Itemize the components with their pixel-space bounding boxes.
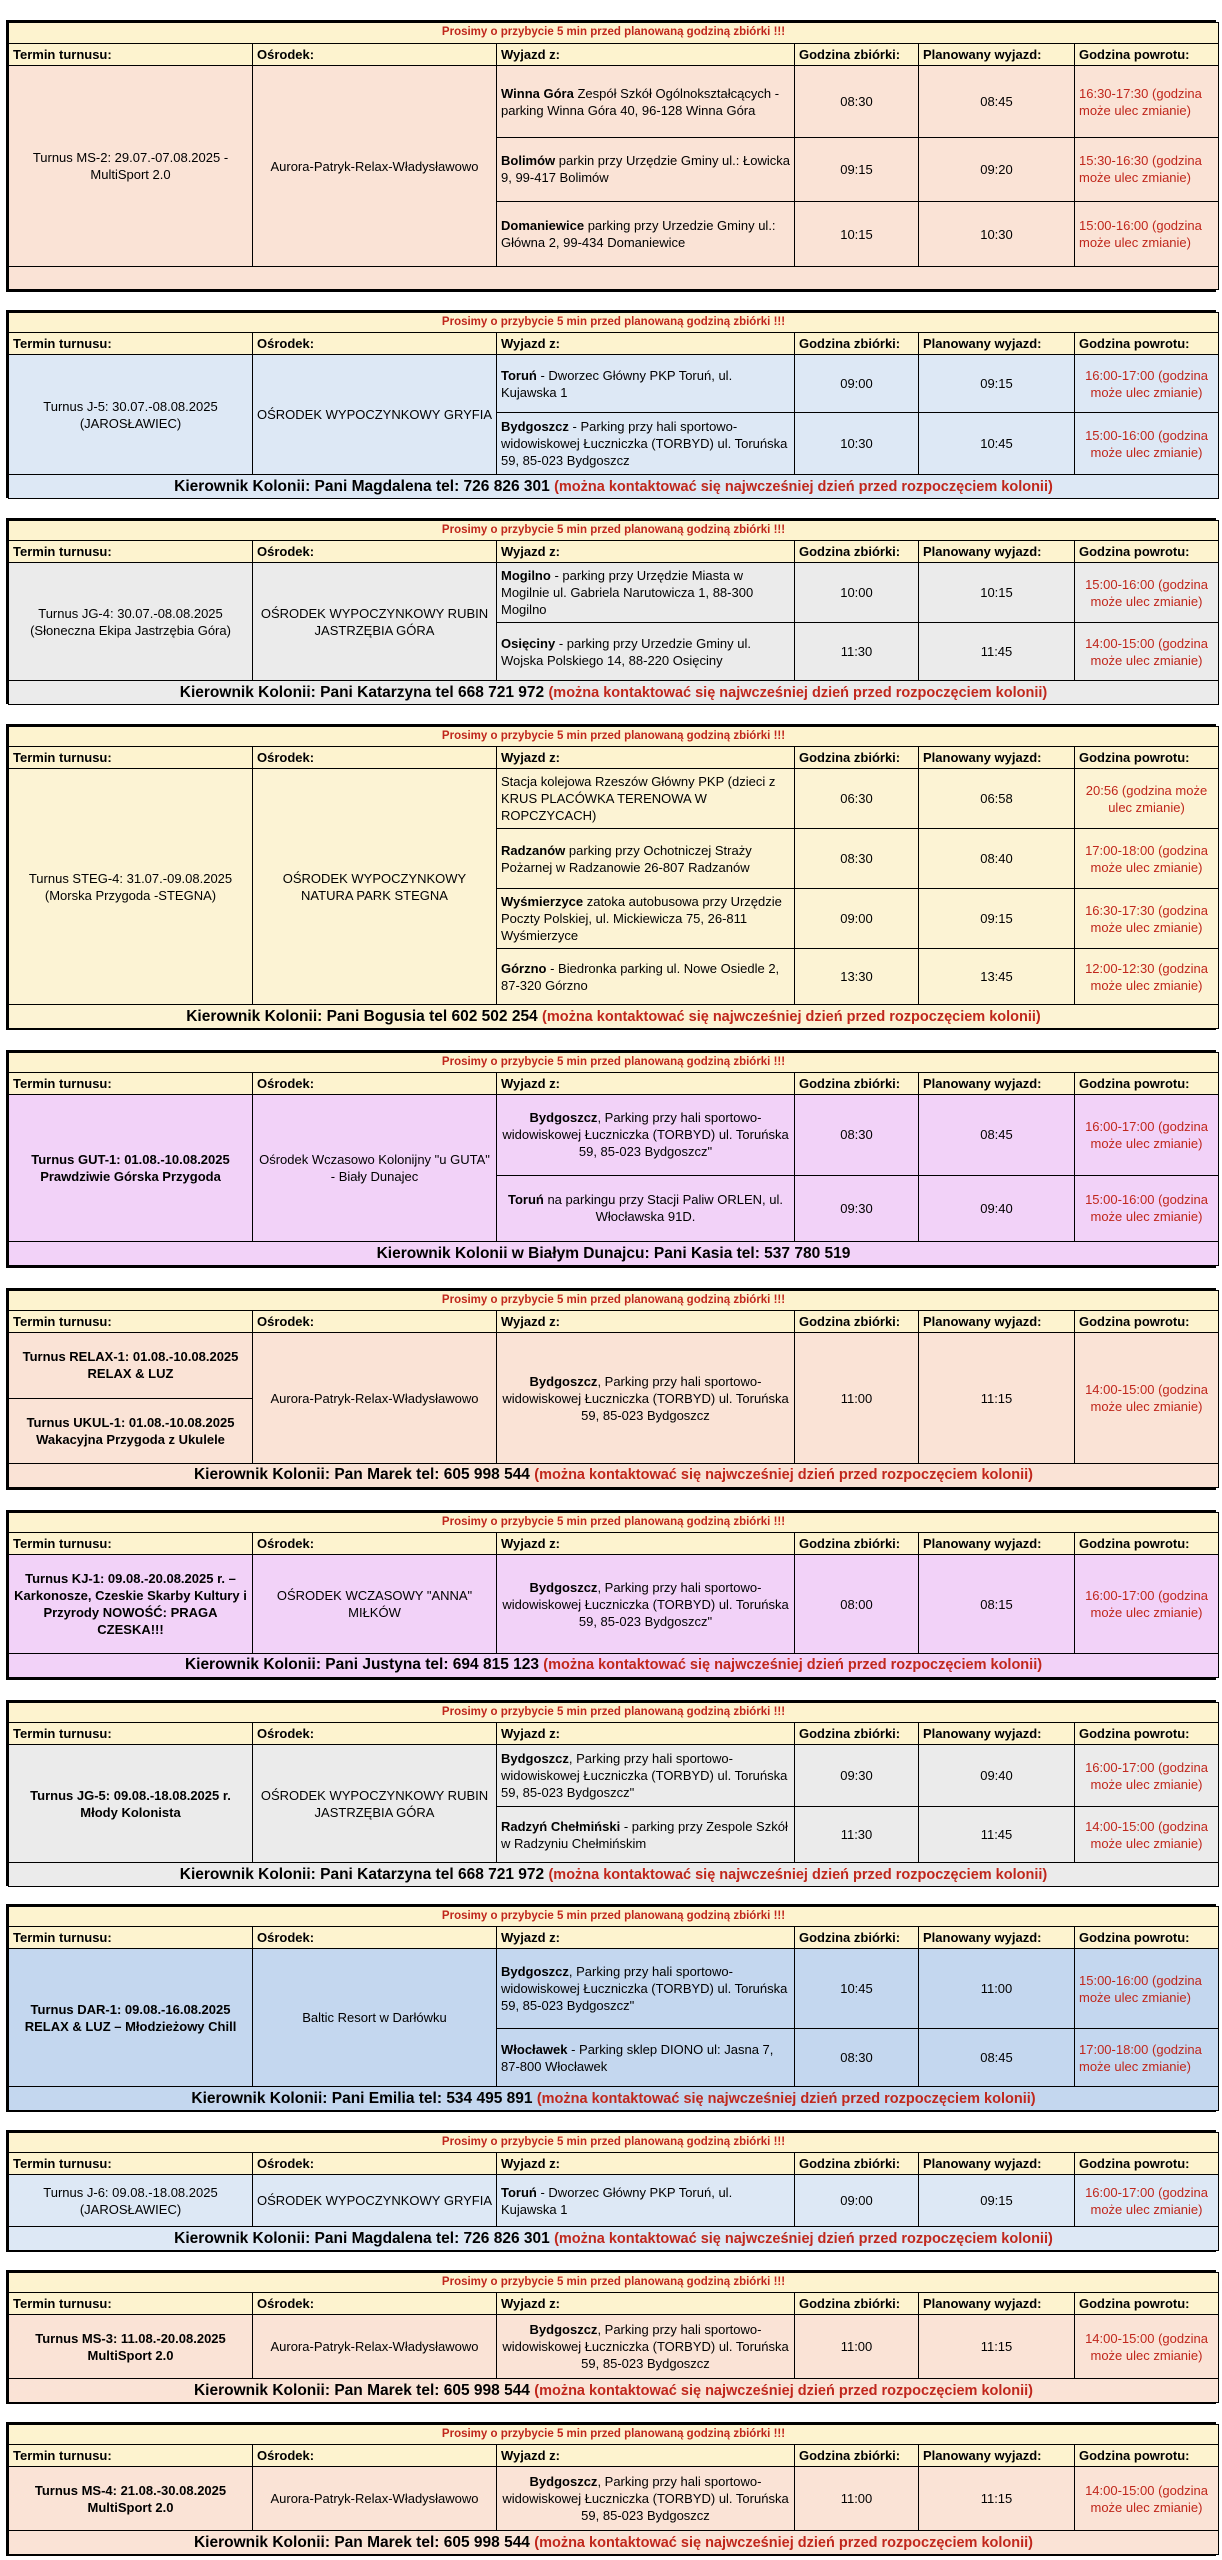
osrodek-cell: OŚRODEK WCZASOWY "ANNA" MIŁKÓW xyxy=(253,1555,497,1654)
header-wyjazd: Wyjazd z: xyxy=(497,1927,795,1949)
schedule-table-steg4 xyxy=(6,724,1216,1030)
notice: Prosimy o przybycie 5 min przed planowaną godziną zbiórki !!! xyxy=(9,1513,1219,1533)
footer-manager: Kierownik Kolonii: Pan Marek tel: 605 998 544 (można kontaktować się najwcześniej dzień przed rozpoczęciem kolonii) xyxy=(9,2379,1219,2403)
gather-time: 10:45 xyxy=(795,1949,919,2029)
departure-place: Bolimów parkin przy Urzędzie Gminy ul.: Łowicka 9, 99-417 Bolimów xyxy=(497,137,795,201)
header-termin: Termin turnusu: xyxy=(9,747,253,769)
header-zbiorka: Godzina zbiórki: xyxy=(795,2153,919,2175)
header-osrodek: Ośrodek: xyxy=(253,1311,497,1333)
header-zbiorka: Godzina zbiórki: xyxy=(795,1927,919,1949)
return-time: 17:00-18:00 (godzina może ulec zmianie) xyxy=(1075,2029,1219,2087)
header-osrodek: Ośrodek: xyxy=(253,2153,497,2175)
header-zbiorka: Godzina zbiórki: xyxy=(795,43,919,66)
departure-time: 09:15 xyxy=(919,355,1075,413)
departure-time: 11:00 xyxy=(919,1949,1075,2029)
footer-manager: Kierownik Kolonii: Pani Katarzyna tel 668 721 972 (można kontaktować się najwcześniej dzień przed rozpoczęciem kolonii) xyxy=(9,1863,1219,1887)
departure-place: Toruń - Dworzec Główny PKP Toruń, ul. Kujawska 1 xyxy=(497,355,795,413)
notice: Prosimy o przybycie 5 min przed planowaną godziną zbiórki !!! xyxy=(9,2273,1219,2293)
header-termin: Termin turnusu: xyxy=(9,1311,253,1333)
osrodek-cell: OŚRODEK WYPOCZYNKOWY RUBIN JASTRZĘBIA GÓRA xyxy=(253,563,497,681)
header-powrot: Godzina powrotu: xyxy=(1075,2153,1219,2175)
header-termin: Termin turnusu: xyxy=(9,2153,253,2175)
footer-manager: Kierownik Kolonii: Pan Marek tel: 605 998 544 (można kontaktować się najwcześniej dzień przed rozpoczęciem kolonii) xyxy=(9,2531,1219,2555)
departure-time: 09:20 xyxy=(919,137,1075,201)
schedule-table-j6 xyxy=(6,2130,1216,2252)
header-powrot: Godzina powrotu: xyxy=(1075,2445,1219,2467)
departure-time: 11:15 xyxy=(919,2467,1075,2531)
header-planowany: Planowany wyjazd: xyxy=(919,2445,1075,2467)
return-time: 15:00-16:00 (godzina może ulec zmianie) xyxy=(1075,1949,1219,2029)
header-termin: Termin turnusu: xyxy=(9,2445,253,2467)
departure-place: Bydgoszcz, Parking przy hali sportowo-widowiskowej Łuczniczka (TORBYD) ul. Toruńska 59, 85-023 Bydgoszcz" xyxy=(497,1949,795,2029)
departure-time: 13:45 xyxy=(919,949,1075,1005)
return-time: 20:56 (godzina może ulec zmianie) xyxy=(1075,769,1219,829)
header-zbiorka: Godzina zbiórki: xyxy=(795,2293,919,2315)
header-osrodek: Ośrodek: xyxy=(253,1073,497,1095)
gather-time: 11:30 xyxy=(795,623,919,681)
footer-manager: Kierownik Kolonii: Pani Katarzyna tel 668 721 972 (można kontaktować się najwcześniej dzień przed rozpoczęciem kolonii) xyxy=(9,681,1219,705)
departure-place: Radzyń Chełmiński - parking przy Zespole Szkół w Radzyniu Chełmińskim xyxy=(497,1807,795,1863)
gather-time: 09:30 xyxy=(795,1175,919,1241)
departure-place: Osięciny - parking przy Urzedzie Gminy ul. Wojska Polskiego 14, 88-220 Osięciny xyxy=(497,623,795,681)
header-planowany: Planowany wyjazd: xyxy=(919,1723,1075,1745)
schedule-table-dar1 xyxy=(6,1904,1216,2112)
header-planowany: Planowany wyjazd: xyxy=(919,43,1075,66)
departure-time: 11:45 xyxy=(919,623,1075,681)
gather-time: 11:00 xyxy=(795,2467,919,2531)
header-osrodek: Ośrodek: xyxy=(253,1533,497,1555)
departure-place: Bydgoszcz, Parking przy hali sportowo-widowiskowej Łuczniczka (TORBYD) ul. Toruńska 59, 85-023 Bydgoszcz" xyxy=(497,1555,795,1654)
return-time: 14:00-15:00 (godzina może ulec zmianie) xyxy=(1075,2467,1219,2531)
schedule-table-gut1 xyxy=(6,1050,1216,1268)
return-time: 14:00-15:00 (godzina może ulec zmianie) xyxy=(1075,2315,1219,2379)
header-osrodek: Ośrodek: xyxy=(253,2445,497,2467)
notice: Prosimy o przybycie 5 min przed planowaną godziną zbiórki !!! xyxy=(9,2425,1219,2445)
header-wyjazd: Wyjazd z: xyxy=(497,2153,795,2175)
departure-place: Bydgoszcz, Parking przy hali sportowo-widowiskowej Łuczniczka (TORBYD) ul. Toruńska 59, 85-023 Bydgoszcz xyxy=(497,2467,795,2531)
header-termin: Termin turnusu: xyxy=(9,1073,253,1095)
turnus-cell: Turnus JG-4: 30.07.-08.08.2025 (Słoneczna Ekipa Jastrzębia Góra) xyxy=(9,563,253,681)
header-powrot: Godzina powrotu: xyxy=(1075,333,1219,355)
return-time: 16:30-17:30 (godzina może ulec zmianie) xyxy=(1075,889,1219,949)
gather-time: 11:00 xyxy=(795,2315,919,2379)
gather-time: 11:30 xyxy=(795,1807,919,1863)
departure-place: Wyśmierzyce zatoka autobusowa przy Urzędzie Poczty Polskiej, ul. Mickiewicza 75, 26-811 Wyśmierzyce xyxy=(497,889,795,949)
departure-time: 11:45 xyxy=(919,1807,1075,1863)
header-termin: Termin turnusu: xyxy=(9,1533,253,1555)
header-wyjazd: Wyjazd z: xyxy=(497,1533,795,1555)
notice: Prosimy o przybycie 5 min przed planowaną godziną zbiórki !!! xyxy=(9,521,1219,541)
osrodek-cell: Aurora-Patryk-Relax-Władysławowo xyxy=(253,1333,497,1464)
gather-time: 11:00 xyxy=(795,1333,919,1464)
turnus-cell-split xyxy=(9,1333,253,1464)
departure-place: Radzanów parking przy Ochotniczej Straży Pożarnej w Radzanowie 26-807 Radzanów xyxy=(497,829,795,889)
turnus-cell: Turnus KJ-1: 09.08.-20.08.2025 r. – Karkonosze, Czeskie Skarby Kultury i Przyrody NOWOŚĆ: PRAGA CZESKA!!! xyxy=(9,1555,253,1654)
header-planowany: Planowany wyjazd: xyxy=(919,1311,1075,1333)
return-time: 15:00-16:00 (godzina może ulec zmianie) xyxy=(1075,563,1219,623)
return-time: 16:00-17:00 (godzina może ulec zmianie) xyxy=(1075,1745,1219,1807)
header-powrot: Godzina powrotu: xyxy=(1075,1723,1219,1745)
return-time: 16:00-17:00 (godzina może ulec zmianie) xyxy=(1075,1555,1219,1654)
gather-time: 09:15 xyxy=(795,137,919,201)
gather-time: 08:30 xyxy=(795,2029,919,2087)
header-zbiorka: Godzina zbiórki: xyxy=(795,2445,919,2467)
header-termin: Termin turnusu: xyxy=(9,333,253,355)
header-powrot: Godzina powrotu: xyxy=(1075,1073,1219,1095)
notice: Prosimy o przybycie 5 min przed planowaną godziną zbiórki !!! xyxy=(9,2133,1219,2153)
osrodek-cell: Ośrodek Wczasowo Kolonijny "u GUTA" - Biały Dunajec xyxy=(253,1095,497,1242)
header-osrodek: Ośrodek: xyxy=(253,2293,497,2315)
header-powrot: Godzina powrotu: xyxy=(1075,1927,1219,1949)
osrodek-cell: OŚRODEK WYPOCZYNKOWY GRYFIA xyxy=(253,355,497,475)
notice: Prosimy o przybycie 5 min przed planowaną godziną zbiórki !!! xyxy=(9,1053,1219,1073)
departure-time: 06:58 xyxy=(919,769,1075,829)
osrodek-cell: Aurora-Patryk-Relax-Władysławowo xyxy=(253,2467,497,2531)
departure-place: Toruń - Dworzec Główny PKP Toruń, ul. Kujawska 1 xyxy=(497,2175,795,2227)
footer-manager: Kierownik Kolonii: Pani Magdalena tel: 726 826 301 (można kontaktować się najwcześniej dzień przed rozpoczęciem kolonii) xyxy=(9,475,1219,499)
osrodek-cell: OŚRODEK WYPOCZYNKOWY NATURA PARK STEGNA xyxy=(253,769,497,1005)
departure-time: 09:40 xyxy=(919,1175,1075,1241)
schedule-table-kj1 xyxy=(6,1510,1216,1680)
gather-time: 09:30 xyxy=(795,1745,919,1807)
gather-time: 10:00 xyxy=(795,563,919,623)
departure-time: 09:40 xyxy=(919,1745,1075,1807)
departure-time: 08:45 xyxy=(919,66,1075,138)
osrodek-cell: OŚRODEK WYPOCZYNKOWY GRYFIA xyxy=(253,2175,497,2227)
departure-time: 10:45 xyxy=(919,413,1075,475)
header-osrodek: Ośrodek: xyxy=(253,333,497,355)
header-wyjazd: Wyjazd z: xyxy=(497,747,795,769)
turnus-cell: Turnus STEG-4: 31.07.-09.08.2025 (Morska Przygoda -STEGNA) xyxy=(9,769,253,1005)
departure-time: 08:15 xyxy=(919,1555,1075,1654)
header-powrot: Godzina powrotu: xyxy=(1075,1533,1219,1555)
departure-place: Włocławek - Parking sklep DIONO ul: Jasna 7, 87-800 Włocławek xyxy=(497,2029,795,2087)
header-planowany: Planowany wyjazd: xyxy=(919,1533,1075,1555)
schedule-table-ms2 xyxy=(6,20,1216,292)
return-time: 15:00-16:00 (godzina może ulec zmianie) xyxy=(1075,413,1219,475)
turnus-cell: Turnus JG-5: 09.08.-18.08.2025 r. Młody Kolonista xyxy=(9,1745,253,1863)
turnus-cell: Turnus MS-4: 21.08.-30.08.2025 MultiSport 2.0 xyxy=(9,2467,253,2531)
header-osrodek: Ośrodek: xyxy=(253,1927,497,1949)
departure-place: Bydgoszcz, Parking przy hali sportowo-widowiskowej Łuczniczka (TORBYD) ul. Toruńska 59, 85-023 Bydgoszcz xyxy=(497,1333,795,1464)
return-time: 12:00-12:30 (godzina może ulec zmianie) xyxy=(1075,949,1219,1005)
return-time: 14:00-15:00 (godzina może ulec zmianie) xyxy=(1075,1807,1219,1863)
turnus-cell: Turnus GUT-1: 01.08.-10.08.2025 Prawdziwie Górska Przygoda xyxy=(9,1095,253,1242)
header-powrot: Godzina powrotu: xyxy=(1075,1311,1219,1333)
header-planowany: Planowany wyjazd: xyxy=(919,1073,1075,1095)
turnus-cell: Turnus J-6: 09.08.-18.08.2025 (JAROSŁAWIEC) xyxy=(9,2175,253,2227)
departure-time: 08:45 xyxy=(919,2029,1075,2087)
osrodek-cell: OŚRODEK WYPOCZYNKOWY RUBIN JASTRZĘBIA GÓRA xyxy=(253,1745,497,1863)
return-time: 16:00-17:00 (godzina może ulec zmianie) xyxy=(1075,2175,1219,2227)
header-wyjazd: Wyjazd z: xyxy=(497,1073,795,1095)
return-time: 17:00-18:00 (godzina może ulec zmianie) xyxy=(1075,829,1219,889)
osrodek-cell: Aurora-Patryk-Relax-Władysławowo xyxy=(253,66,497,267)
header-planowany: Planowany wyjazd: xyxy=(919,541,1075,563)
header-zbiorka: Godzina zbiórki: xyxy=(795,1311,919,1333)
notice: Prosimy o przybycie 5 min przed planowaną godziną zbiórki !!! xyxy=(9,313,1219,333)
departure-time: 09:15 xyxy=(919,2175,1075,2227)
header-zbiorka: Godzina zbiórki: xyxy=(795,747,919,769)
header-wyjazd: Wyjazd z: xyxy=(497,333,795,355)
departure-place: Mogilno - parking przy Urzędzie Miasta w Mogilnie ul. Gabriela Narutowicza 1, 88-300 Mogilno xyxy=(497,563,795,623)
departure-place: Górzno - Biedronka parking ul. Nowe Osiedle 2, 87-320 Górzno xyxy=(497,949,795,1005)
return-time: 14:00-15:00 (godzina może ulec zmianie) xyxy=(1075,1333,1219,1464)
header-osrodek: Ośrodek: xyxy=(253,43,497,66)
header-zbiorka: Godzina zbiórki: xyxy=(795,541,919,563)
footer-manager: Kierownik Kolonii: Pan Marek tel: 605 998 544 (można kontaktować się najwcześniej dzień przed rozpoczęciem kolonii) xyxy=(9,1463,1219,1487)
header-wyjazd: Wyjazd z: xyxy=(497,1311,795,1333)
header-termin: Termin turnusu: xyxy=(9,541,253,563)
turnus-cell: Turnus DAR-1: 09.08.-16.08.2025 RELAX & LUZ – Młodzieżowy Chill xyxy=(9,1949,253,2087)
departure-time: 09:15 xyxy=(919,889,1075,949)
header-planowany: Planowany wyjazd: xyxy=(919,2153,1075,2175)
return-time: 16:30-17:30 (godzina może ulec zmianie) xyxy=(1075,66,1219,138)
departure-time: 08:45 xyxy=(919,1095,1075,1175)
notice: Prosimy o przybycie 5 min przed planowaną godziną zbiórki !!! xyxy=(9,23,1219,44)
header-wyjazd: Wyjazd z: xyxy=(497,541,795,563)
turnus-cell: Turnus J-5: 30.07.-08.08.2025 (JAROSŁAWIEC) xyxy=(9,355,253,475)
departure-place: Toruń na parkingu przy Stacji Paliw ORLEN, ul. Włocławska 91D. xyxy=(497,1175,795,1241)
departure-time: 10:15 xyxy=(919,563,1075,623)
header-termin: Termin turnusu: xyxy=(9,43,253,66)
osrodek-cell: Baltic Resort w Darłówku xyxy=(253,1949,497,2087)
header-zbiorka: Godzina zbiórki: xyxy=(795,333,919,355)
gather-time: 08:30 xyxy=(795,66,919,138)
footer-manager: Kierownik Kolonii w Białym Dunajcu: Pani Kasia tel: 537 780 519 xyxy=(9,1241,1219,1265)
empty-row xyxy=(9,267,1219,290)
schedule-table-relax1 xyxy=(6,1288,1216,1490)
departure-place: Winna Góra Zespół Szkół Ogólnokształcących - parking Winna Góra 40, 96-128 Winna Góra xyxy=(497,66,795,138)
departure-place: Bydgoszcz, Parking przy hali sportowo-widowiskowej Łuczniczka (TORBYD) ul. Toruńska 59, 85-023 Bydgoszcz xyxy=(497,2315,795,2379)
turnus-ukul: Turnus UKUL-1: 01.08.-10.08.2025 Wakacyjna Przygoda z Ukulele xyxy=(9,1398,252,1463)
header-wyjazd: Wyjazd z: xyxy=(497,43,795,66)
turnus-cell: Turnus MS-2: 29.07.-07.08.2025 - MultiSport 2.0 xyxy=(9,66,253,267)
header-osrodek: Ośrodek: xyxy=(253,747,497,769)
footer-manager: Kierownik Kolonii: Pani Magdalena tel: 726 826 301 (można kontaktować się najwcześniej dzień przed rozpoczęciem kolonii) xyxy=(9,2227,1219,2251)
return-time: 15:00-16:00 (godzina może ulec zmianie) xyxy=(1075,201,1219,267)
header-wyjazd: Wyjazd z: xyxy=(497,1723,795,1745)
osrodek-cell: Aurora-Patryk-Relax-Władysławowo xyxy=(253,2315,497,2379)
footer-manager: Kierownik Kolonii: Pani Bogusia tel 602 502 254 (można kontaktować się najwcześniej dzień przed rozpoczęciem kolonii) xyxy=(9,1005,1219,1029)
return-time: 14:00-15:00 (godzina może ulec zmianie) xyxy=(1075,623,1219,681)
header-osrodek: Ośrodek: xyxy=(253,1723,497,1745)
gather-time: 08:00 xyxy=(795,1555,919,1654)
header-powrot: Godzina powrotu: xyxy=(1075,43,1219,66)
footer-manager: Kierownik Kolonii: Pani Justyna tel: 694 815 123 (można kontaktować się najwcześniej dzień przed rozpoczęciem kolonii) xyxy=(9,1653,1219,1677)
gather-time: 09:00 xyxy=(795,355,919,413)
notice: Prosimy o przybycie 5 min przed planowaną godziną zbiórki !!! xyxy=(9,1907,1219,1927)
departure-time: 08:40 xyxy=(919,829,1075,889)
header-powrot: Godzina powrotu: xyxy=(1075,747,1219,769)
return-time: 15:00-16:00 (godzina może ulec zmianie) xyxy=(1075,1175,1219,1241)
footer-manager: Kierownik Kolonii: Pani Emilia tel: 534 495 891 (można kontaktować się najwcześniej dzień przed rozpoczęciem kolonii) xyxy=(9,2087,1219,2111)
return-time: 16:00-17:00 (godzina może ulec zmianie) xyxy=(1075,355,1219,413)
gather-time: 13:30 xyxy=(795,949,919,1005)
schedule-table-ms4 xyxy=(6,2422,1216,2556)
header-wyjazd: Wyjazd z: xyxy=(497,2445,795,2467)
departure-time: 11:15 xyxy=(919,2315,1075,2379)
header-termin: Termin turnusu: xyxy=(9,1723,253,1745)
schedule-table-jg5 xyxy=(6,1700,1216,1886)
turnus-cell: Turnus MS-3: 11.08.-20.08.2025 MultiSport 2.0 xyxy=(9,2315,253,2379)
return-time: 16:00-17:00 (godzina może ulec zmianie) xyxy=(1075,1095,1219,1175)
departure-place: Bydgoszcz - Parking przy hali sportowo-widowiskowej Łuczniczka (TORBYD) ul. Toruńska 59, 85-023 Bydgoszcz xyxy=(497,413,795,475)
departure-place: Stacja kolejowa Rzeszów Główny PKP (dzieci z KRUS PLACÓWKA TERENOWA W ROPCZYCACH) xyxy=(497,769,795,829)
gather-time: 10:15 xyxy=(795,201,919,267)
header-powrot: Godzina powrotu: xyxy=(1075,541,1219,563)
header-planowany: Planowany wyjazd: xyxy=(919,747,1075,769)
gather-time: 10:30 xyxy=(795,413,919,475)
header-zbiorka: Godzina zbiórki: xyxy=(795,1723,919,1745)
gather-time: 09:00 xyxy=(795,889,919,949)
departure-place: Bydgoszcz, Parking przy hali sportowo-widowiskowej Łuczniczka (TORBYD) ul. Toruńska 59, 85-023 Bydgoszcz" xyxy=(497,1745,795,1807)
header-zbiorka: Godzina zbiórki: xyxy=(795,1533,919,1555)
notice: Prosimy o przybycie 5 min przed planowaną godziną zbiórki !!! xyxy=(9,1291,1219,1311)
header-planowany: Planowany wyjazd: xyxy=(919,333,1075,355)
schedule-table-j5 xyxy=(6,310,1216,498)
header-termin: Termin turnusu: xyxy=(9,2293,253,2315)
departure-place: Bydgoszcz, Parking przy hali sportowo-widowiskowej Łuczniczka (TORBYD) ul. Toruńska 59, 85-023 Bydgoszcz" xyxy=(497,1095,795,1175)
header-powrot: Godzina powrotu: xyxy=(1075,2293,1219,2315)
schedule-table-jg4 xyxy=(6,518,1216,704)
departure-time: 10:30 xyxy=(919,201,1075,267)
schedule-table-ms3 xyxy=(6,2270,1216,2404)
return-time: 15:30-16:30 (godzina może ulec zmianie) xyxy=(1075,137,1219,201)
header-zbiorka: Godzina zbiórki: xyxy=(795,1073,919,1095)
gather-time: 09:00 xyxy=(795,2175,919,2227)
gather-time: 08:30 xyxy=(795,1095,919,1175)
header-planowany: Planowany wyjazd: xyxy=(919,1927,1075,1949)
header-osrodek: Ośrodek: xyxy=(253,541,497,563)
gather-time: 06:30 xyxy=(795,769,919,829)
departure-place: Domaniewice parking przy Urzedzie Gminy ul.: Główna 2, 99-434 Domaniewice xyxy=(497,201,795,267)
header-wyjazd: Wyjazd z: xyxy=(497,2293,795,2315)
header-planowany: Planowany wyjazd: xyxy=(919,2293,1075,2315)
departure-time: 11:15 xyxy=(919,1333,1075,1464)
notice: Prosimy o przybycie 5 min przed planowaną godziną zbiórki !!! xyxy=(9,1703,1219,1723)
header-termin: Termin turnusu: xyxy=(9,1927,253,1949)
notice: Prosimy o przybycie 5 min przed planowaną godziną zbiórki !!! xyxy=(9,727,1219,747)
turnus-relax: Turnus RELAX-1: 01.08.-10.08.2025 RELAX & LUZ xyxy=(22,1349,239,1382)
gather-time: 08:30 xyxy=(795,829,919,889)
